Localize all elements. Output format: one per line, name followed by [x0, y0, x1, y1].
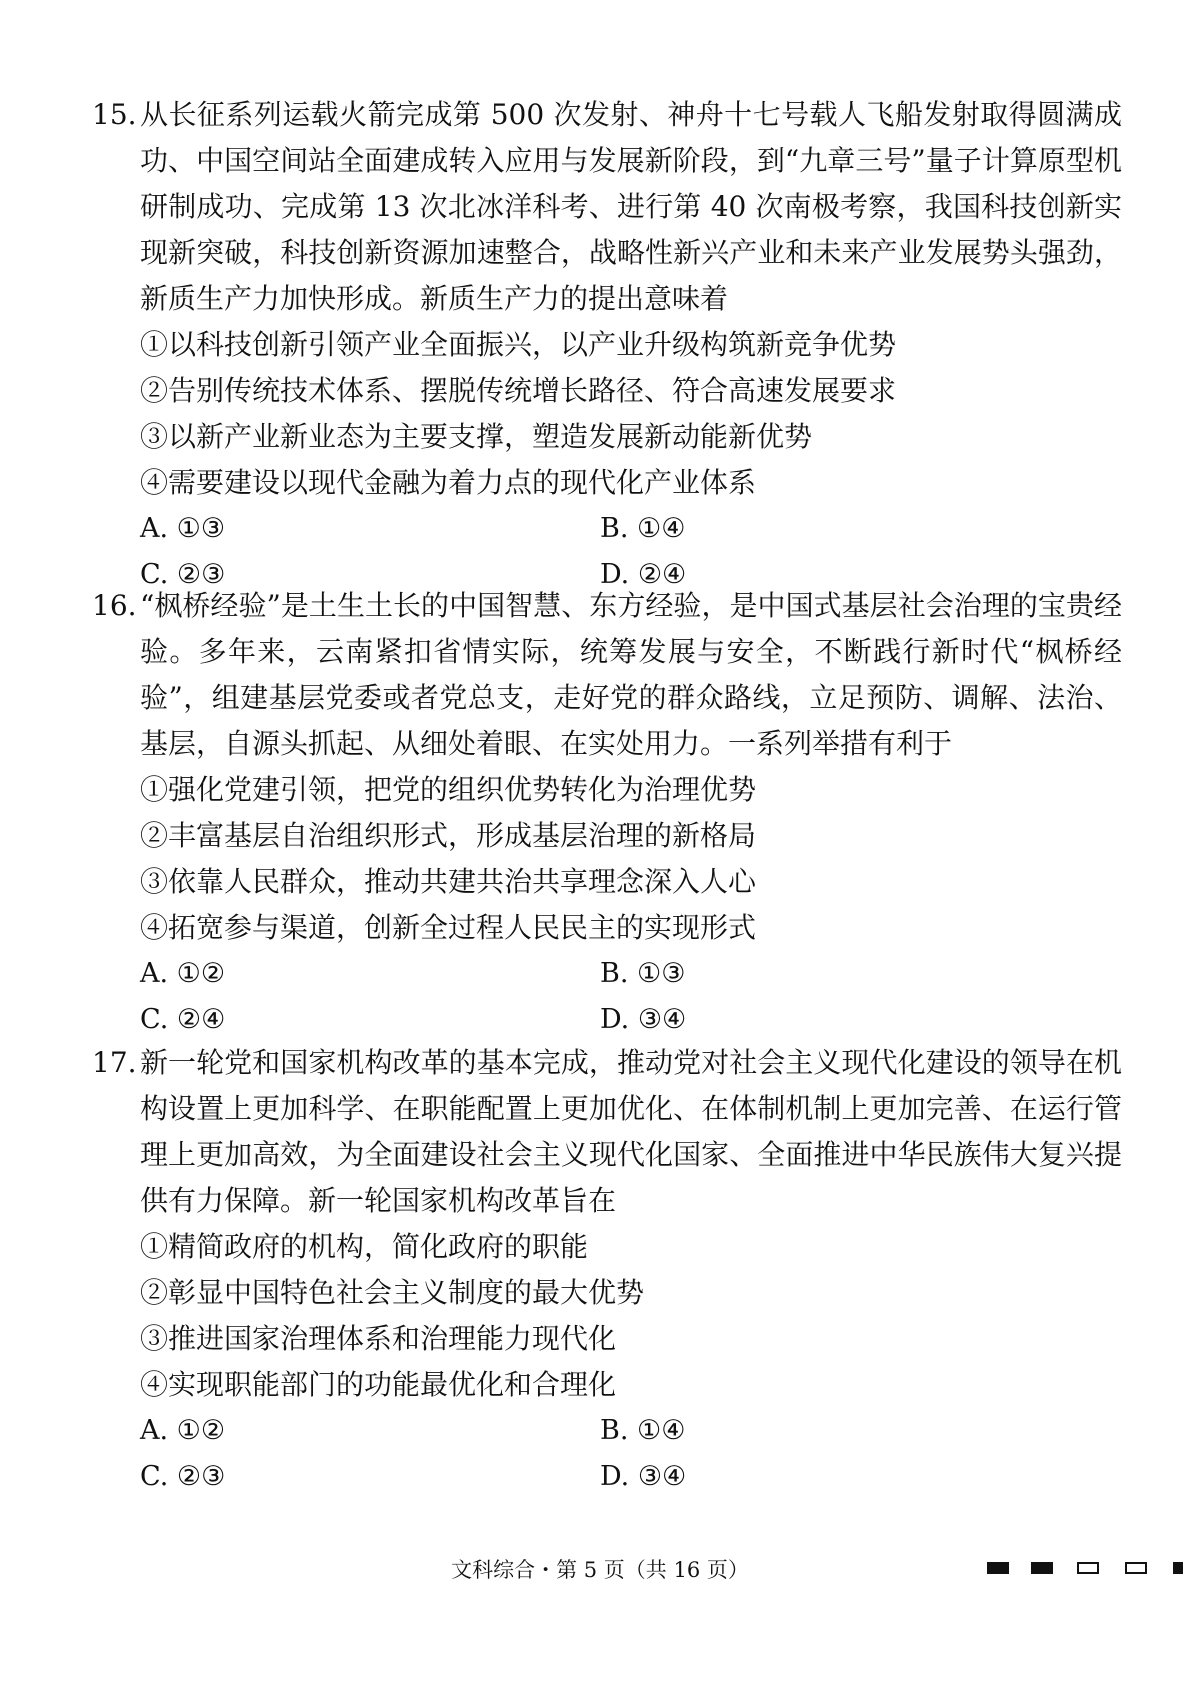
statement-1: ①强化党建引领，把党的组织优势转化为治理优势: [140, 773, 757, 806]
statement-2: ②告别传统技术体系、摆脱传统增长路径、符合高速发展要求: [140, 374, 897, 407]
hollow-block-mark: [1125, 1562, 1147, 1574]
question-number: 15.: [92, 98, 137, 131]
statement-3: ③推进国家治理体系和治理能力现代化: [140, 1322, 617, 1355]
statement-2: ②丰富基层自治组织形式，形成基层治理的新格局: [140, 819, 757, 852]
question-stem: 新一轮党和国家机构改革的基本完成，推动党对社会主义现代化建设的领导在机构设置上更加科学、在职能配置上更加优化、在体制机制上更加完善、在运行管理上更加高效，为全面建设社会主义现代化国家、全面推进中华民族伟大复兴提供有力保障。新一轮国家机构改革旨在: [140, 1046, 1122, 1217]
choice-a: A. ①③: [140, 513, 226, 544]
answer-choices: [140, 951, 1122, 1043]
question-number: 17.: [92, 1046, 137, 1079]
statement-4: ④实现职能部门的功能最优化和合理化: [140, 1368, 617, 1401]
statement-1: ①精简政府的机构，简化政府的职能: [140, 1230, 589, 1263]
choice-d: D. ②④: [600, 559, 687, 590]
statement-3: ③以新产业新业态为主要支撑，塑造发展新动能新优势: [140, 420, 813, 453]
question-16: [92, 583, 1122, 1043]
question-17: [92, 1040, 1122, 1500]
question-stem: “枫桥经验”是土生土长的中国智慧、东方经验，是中国式基层社会治理的宝贵经验。多年来，云南紧扣省情实际，统筹发展与安全，不断践行新时代“枫桥经验”，组建基层党委或者党总支，走好党的群众路线，立足预防、调解、法治、基层，自源头抓起、从细处着眼、在实处用力。一系列举措有利于: [140, 589, 1122, 760]
choice-b: B. ①④: [600, 1415, 686, 1446]
statement-2: ②彰显中国特色社会主义制度的最大优势: [140, 1276, 645, 1309]
solid-block-mark: [1173, 1562, 1183, 1574]
question-number: 16.: [92, 589, 137, 622]
hollow-block-mark: [1077, 1562, 1099, 1574]
page-footer: 文科综合・第 5 页（共 16 页）: [451, 1558, 749, 1582]
solid-block-mark: [1031, 1562, 1053, 1574]
statement-4: ④拓宽参与渠道，创新全过程人民民主的实现形式: [140, 911, 757, 944]
statement-4: ④需要建设以现代金融为着力点的现代化产业体系: [140, 466, 757, 499]
choice-b: B. ①④: [600, 513, 686, 544]
answer-choices: [140, 1408, 1122, 1500]
solid-block-mark: [987, 1562, 1009, 1574]
choice-d: D. ③④: [600, 1461, 687, 1492]
choice-a: A. ①②: [140, 1415, 226, 1446]
statement-1: ①以科技创新引领产业全面振兴，以产业升级构筑新竞争优势: [140, 328, 897, 361]
statement-3: ③依靠人民群众，推动共建共治共享理念深入人心: [140, 865, 757, 898]
question-stem: 从长征系列运载火箭完成第 500 次发射、神舟十七号载人飞船发射取得圆满成功、中国空间站全面建成转入应用与发展新阶段，到“九章三号”量子计算原型机研制成功、完成第 13 次北冰洋科考、进行第 40 次南极考察，我国科技创新实现新突破，科技创新资源加速整合，战略性新兴产业和未来产业发展势头强劲，新质生产力加快形成。新质生产力的提出意味着: [140, 98, 1122, 315]
choice-a: A. ①②: [140, 958, 226, 989]
choice-d: D. ③④: [600, 1004, 687, 1035]
choice-c: C. ②③: [140, 1461, 226, 1492]
choice-b: B. ①③: [600, 958, 686, 989]
choice-c: C. ②④: [140, 1004, 226, 1035]
question-15: [92, 92, 1122, 598]
choice-c: C. ②③: [140, 559, 226, 590]
